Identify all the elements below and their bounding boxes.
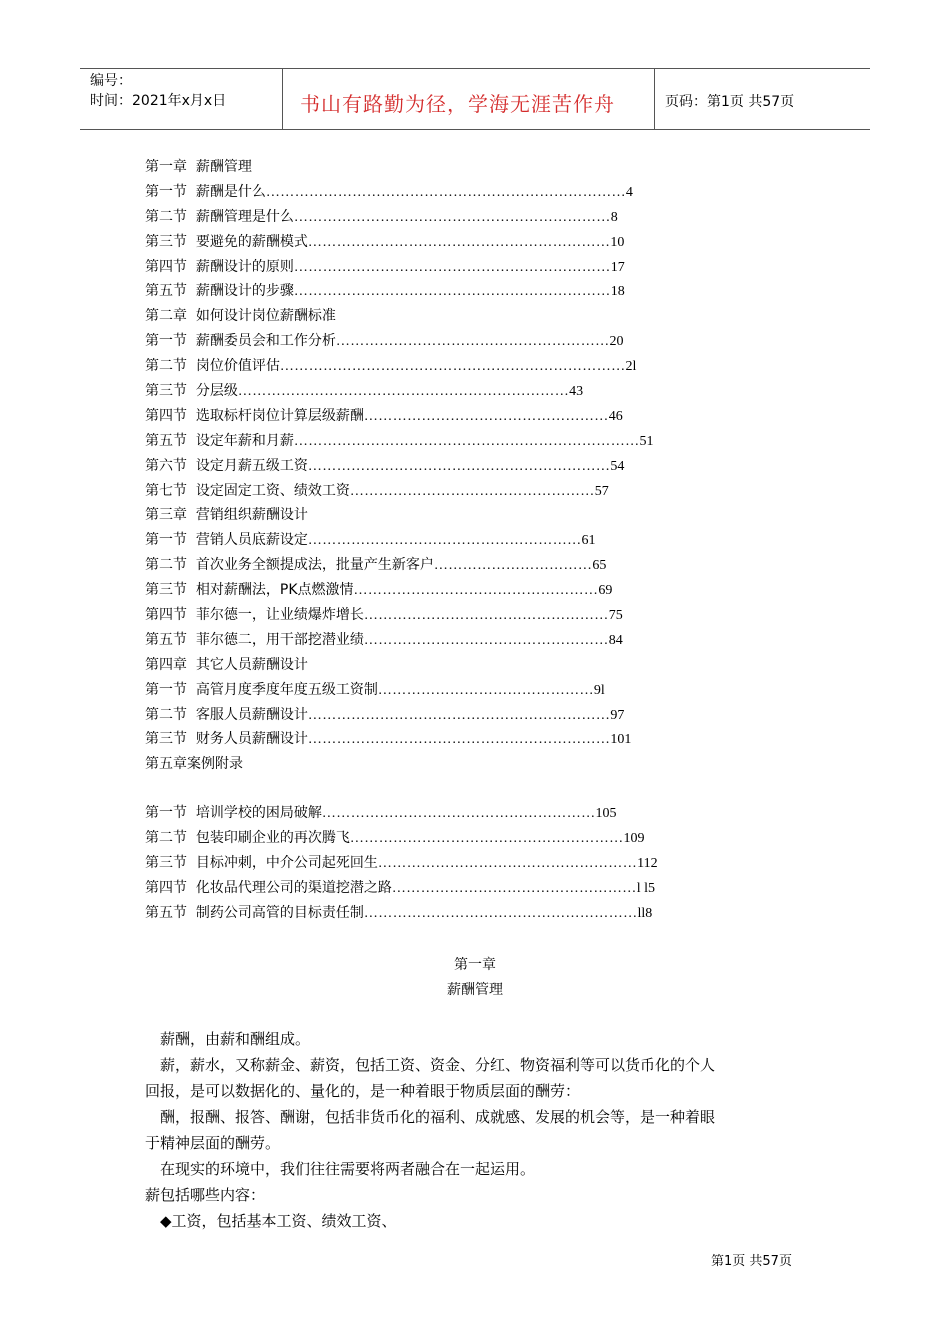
toc-section-number: 第一节 [145, 681, 187, 698]
toc-title: 岗位价值评估 [195, 358, 280, 375]
toc-leader-dots: ………………………………………………………………… [265, 184, 626, 200]
toc-leader-dots: ………………………………………………… [321, 806, 596, 822]
page-header [80, 68, 870, 130]
toc-spacer [187, 333, 196, 349]
toc-title: 培训学校的困局破解 [195, 805, 322, 822]
toc-page-number: 75 [608, 608, 623, 624]
toc-entry [145, 479, 785, 504]
header-middle-cell [282, 69, 655, 129]
toc-leader-dots: ……………………………………………… [377, 856, 638, 872]
toc-leader-dots: ……………………………………………………………… [279, 359, 626, 375]
toc-spacer [187, 707, 196, 723]
toc-section-number: 第二章 [145, 308, 187, 325]
toc-spacer [187, 582, 196, 598]
toc-leader-dots: …………………………… [433, 558, 593, 574]
toc-spacer [187, 682, 196, 698]
toc-entry [145, 429, 785, 454]
toc-entry [145, 503, 785, 528]
toc-entry [145, 454, 785, 479]
toc-page-number: 4 [625, 184, 633, 200]
toc-page-number: 18 [610, 284, 625, 300]
toc-section-number: 第四章 [145, 656, 187, 673]
toc-page-number: 2l [625, 359, 637, 375]
toc-section-number: 第一节 [145, 805, 187, 822]
body-paragraph: 薪酬，由薪和酬组成。 [145, 1030, 311, 1048]
toc-title: 薪酬管理 [195, 159, 252, 175]
toc-entry [145, 279, 785, 304]
toc-spacer [187, 905, 196, 921]
toc-title: 相对薪酬法，PK点燃激情 [195, 582, 354, 599]
toc-title: 设定月薪五级工资 [195, 457, 308, 474]
toc-page-number: 17 [610, 259, 625, 275]
header-left-cell [80, 69, 283, 129]
toc-entry [145, 752, 785, 777]
toc-section-number: 第二节 [145, 830, 187, 847]
toc-entry [145, 901, 785, 926]
toc-spacer [187, 507, 196, 523]
toc-section-number: 第三节 [145, 233, 187, 250]
toc-title: 设定年薪和月薪 [195, 432, 294, 449]
toc-spacer [187, 209, 196, 225]
toc-entry [145, 603, 785, 628]
toc-leader-dots: ……………………………………………………………… [293, 433, 640, 449]
toc-title: 菲尔德一，让业绩爆炸增长 [195, 607, 364, 624]
toc-spacer [187, 159, 196, 175]
toc-leader-dots: ……………………………………… [377, 682, 594, 698]
toc-page-number: l l5 [636, 880, 655, 896]
toc-spacer [187, 731, 196, 747]
toc-title: 薪酬设计的步骤 [195, 283, 294, 300]
toc-section-number: 第三节 [145, 731, 187, 748]
toc-entry [145, 255, 785, 280]
toc-section-number: 第三节 [145, 855, 187, 872]
toc-spacer [187, 458, 196, 474]
toc-entry [145, 180, 785, 205]
toc-entry [145, 304, 785, 329]
body-text [145, 1026, 725, 1234]
toc-title: 选取标杆岗位计算层级薪酬 [195, 407, 364, 424]
toc-entry [145, 205, 785, 230]
toc-section-number: 第六节 [145, 457, 187, 474]
toc-section-number: 第一章 [145, 159, 187, 175]
toc-page-number: 8 [610, 209, 618, 225]
toc-leader-dots: ………………………………………………………… [293, 284, 611, 300]
toc-leader-dots: …………………………………………………………… [237, 384, 570, 400]
toc-spacer [187, 234, 196, 250]
toc-leader-dots: …………………………………………… [349, 483, 595, 499]
toc-title: 财务人员薪酬设计 [195, 731, 308, 748]
toc-entry [145, 851, 785, 876]
toc-spacer [187, 383, 196, 399]
toc-title: 营销人员底薪设定 [195, 532, 308, 549]
table-of-contents [145, 155, 785, 926]
toc-spacer [187, 483, 196, 499]
toc-section-number: 第二节 [145, 208, 187, 225]
toc-spacer [187, 855, 196, 871]
toc-spacer [187, 880, 196, 896]
toc-title: 营销组织薪酬设计 [195, 507, 308, 524]
toc-section-number: 第四节 [145, 258, 187, 275]
toc-leader-dots: …………………………………………… [363, 408, 609, 424]
chapter-name: 薪酬管理 [447, 982, 503, 998]
toc-section-number: 第二节 [145, 706, 187, 723]
toc-section-number: 第五节 [145, 283, 187, 300]
toc-title: 首次业务全额提成法，批量产生新客户 [195, 557, 434, 574]
toc-page-number: 54 [610, 458, 625, 474]
toc-section-number: 第二节 [145, 557, 187, 574]
toc-spacer [187, 830, 196, 846]
toc-page-number: 105 [595, 806, 617, 822]
toc-spacer [187, 433, 196, 449]
toc-spacer [187, 283, 196, 299]
toc-section-number: 第五节 [145, 631, 187, 648]
toc-section-number: 第三节 [145, 582, 187, 599]
header-motto: 书山有路勤为径，学海无涯苦作舟 [300, 92, 615, 116]
toc-leader-dots: ………………………………………………… [363, 905, 638, 921]
toc-leader-dots: …………………………………………… [363, 632, 609, 648]
toc-entry [145, 826, 785, 851]
toc-spacer [187, 607, 196, 623]
toc-page-number: 101 [610, 732, 632, 748]
toc-leader-dots: ……………………………………………………… [307, 707, 611, 723]
toc-spacer [187, 358, 196, 374]
toc-leader-dots: ……………………………………………………… [307, 458, 611, 474]
toc-entry [145, 801, 785, 826]
toc-leader-dots: ………………………………………………… [307, 533, 582, 549]
body-paragraph: ◆工资，包括基本工资、绩效工资、 [145, 1212, 397, 1230]
toc-page-number: 57 [594, 483, 609, 499]
toc-title: 其它人员薪酬设计 [195, 656, 308, 673]
document-number-label: 编号： [90, 73, 132, 89]
toc-page-number: 112 [637, 856, 658, 872]
toc-entry [145, 876, 785, 901]
toc-leader-dots: ………………………………………………… [349, 831, 624, 847]
toc-title: 要避免的薪酬模式 [195, 233, 308, 250]
toc-page-number: 10 [610, 234, 625, 250]
toc-section-number: 第五节 [145, 904, 187, 921]
toc-title: 化妆品代理公司的渠道挖潜之路 [195, 879, 392, 896]
toc-entry [145, 230, 785, 255]
toc-section-number: 第一节 [145, 532, 187, 549]
toc-title: 分层级 [195, 383, 238, 400]
toc-entry [145, 329, 785, 354]
toc-page-number: 65 [592, 558, 607, 574]
toc-entry [145, 553, 785, 578]
toc-title: 目标冲刺，中介公司起死回生 [195, 855, 378, 872]
toc-page-number: 43 [569, 384, 584, 400]
toc-page-number: 61 [581, 533, 596, 549]
toc-spacer [187, 184, 196, 200]
toc-spacer [187, 632, 196, 648]
toc-leader-dots: …………………………………………… [353, 583, 599, 599]
toc-entry [145, 727, 785, 752]
toc-section-number: 第一节 [145, 333, 187, 350]
body-paragraph: 薪包括哪些内容： [145, 1186, 266, 1204]
toc-title: 高管月度季度年度五级工资制 [195, 681, 378, 698]
toc-spacer [187, 805, 196, 821]
toc-section-number: 第一节 [145, 183, 187, 200]
toc-section-number: 第三节 [145, 383, 187, 400]
toc-title: 客服人员薪酬设计 [195, 706, 308, 723]
toc-title: 包装印刷企业的再次腾飞 [195, 830, 350, 847]
toc-entry [145, 379, 785, 404]
toc-leader-dots: ………………………………………………………… [293, 209, 611, 225]
toc-page-number: 84 [608, 632, 623, 648]
toc-spacer [187, 557, 196, 573]
toc-entry [145, 354, 785, 379]
body-paragraph: 薪，薪水，又称薪金、薪资，包括工资、资金、分红、物资福利等可以货币化的个人回报，是可以数据化的、量化的，是一种着眼于物质层面的酬劳： [145, 1056, 716, 1100]
toc-title: 薪酬设计的原则 [195, 258, 294, 275]
toc-entry [145, 653, 785, 678]
body-paragraph: 酬，报酬、报答、酬谢，包括非货币化的福利、成就感、发展的机会等，是一种着眼于精神层面的酬劳。 [145, 1108, 716, 1152]
toc-entry [145, 528, 785, 553]
toc-leader-dots: …………………………………………… [363, 608, 609, 624]
toc-leader-dots: ……………………………………………………… [307, 732, 611, 748]
toc-section-number: 第三章 [145, 507, 187, 524]
toc-entry [145, 404, 785, 429]
chapter-number: 第一章 [454, 957, 496, 973]
toc-spacer [187, 259, 196, 275]
toc-section-number: 第四节 [145, 607, 187, 624]
toc-spacer [187, 532, 196, 548]
toc-spacer [187, 657, 196, 673]
toc-section-number: 第四节 [145, 407, 187, 424]
toc-entry [145, 628, 785, 653]
toc-leader-dots: ……………………………………………………… [307, 234, 611, 250]
toc-page-number: 20 [609, 334, 624, 350]
toc-entry [145, 678, 785, 703]
toc-page-number: 51 [639, 433, 654, 449]
document-date-label: 时间：2021年x月x日 [90, 93, 227, 109]
toc-title: 设定固定工资、绩效工资 [195, 482, 350, 499]
toc-title: 菲尔德二，用干部挖潜业绩 [195, 631, 364, 648]
toc-section-number: 第四节 [145, 879, 187, 896]
toc-section-number: 第五节 [145, 432, 187, 449]
toc-title: 如何设计岗位薪酬标准 [195, 308, 336, 325]
toc-page-number: 69 [598, 583, 613, 599]
toc-entry [145, 155, 785, 180]
toc-spacer [187, 408, 196, 424]
toc-leader-dots: ………………………………………………………… [293, 259, 611, 275]
toc-title: 薪酬是什么 [195, 183, 266, 200]
toc-entry [145, 578, 785, 603]
toc-title: 第五章案例附录 [145, 756, 243, 773]
toc-entry [145, 703, 785, 728]
toc-title: 薪酬管理是什么 [195, 208, 294, 225]
toc-section-number: 第二节 [145, 358, 187, 375]
toc-title: 薪酬委员会和工作分析 [195, 333, 336, 350]
toc-leader-dots: ………………………………………………… [335, 334, 610, 350]
toc-title: 制药公司高管的目标责任制 [195, 904, 364, 921]
toc-spacer [187, 308, 196, 324]
toc-page-number: 97 [610, 707, 625, 723]
page-footer: 第1页 共57页 [711, 1254, 792, 1269]
body-paragraph: 在现实的环境中，我们往往需要将两者融合在一起运用。 [145, 1160, 536, 1178]
header-page-info: 页码：第1页 共57页 [665, 94, 795, 110]
toc-page-number: 109 [623, 831, 645, 847]
toc-page-number: 9l [593, 682, 605, 698]
header-right-cell [655, 69, 870, 129]
toc-page-number: ll8 [637, 905, 653, 921]
toc-section-number: 第七节 [145, 482, 187, 499]
toc-page-number: 46 [608, 408, 623, 424]
toc-leader-dots: …………………………………………… [391, 880, 637, 896]
